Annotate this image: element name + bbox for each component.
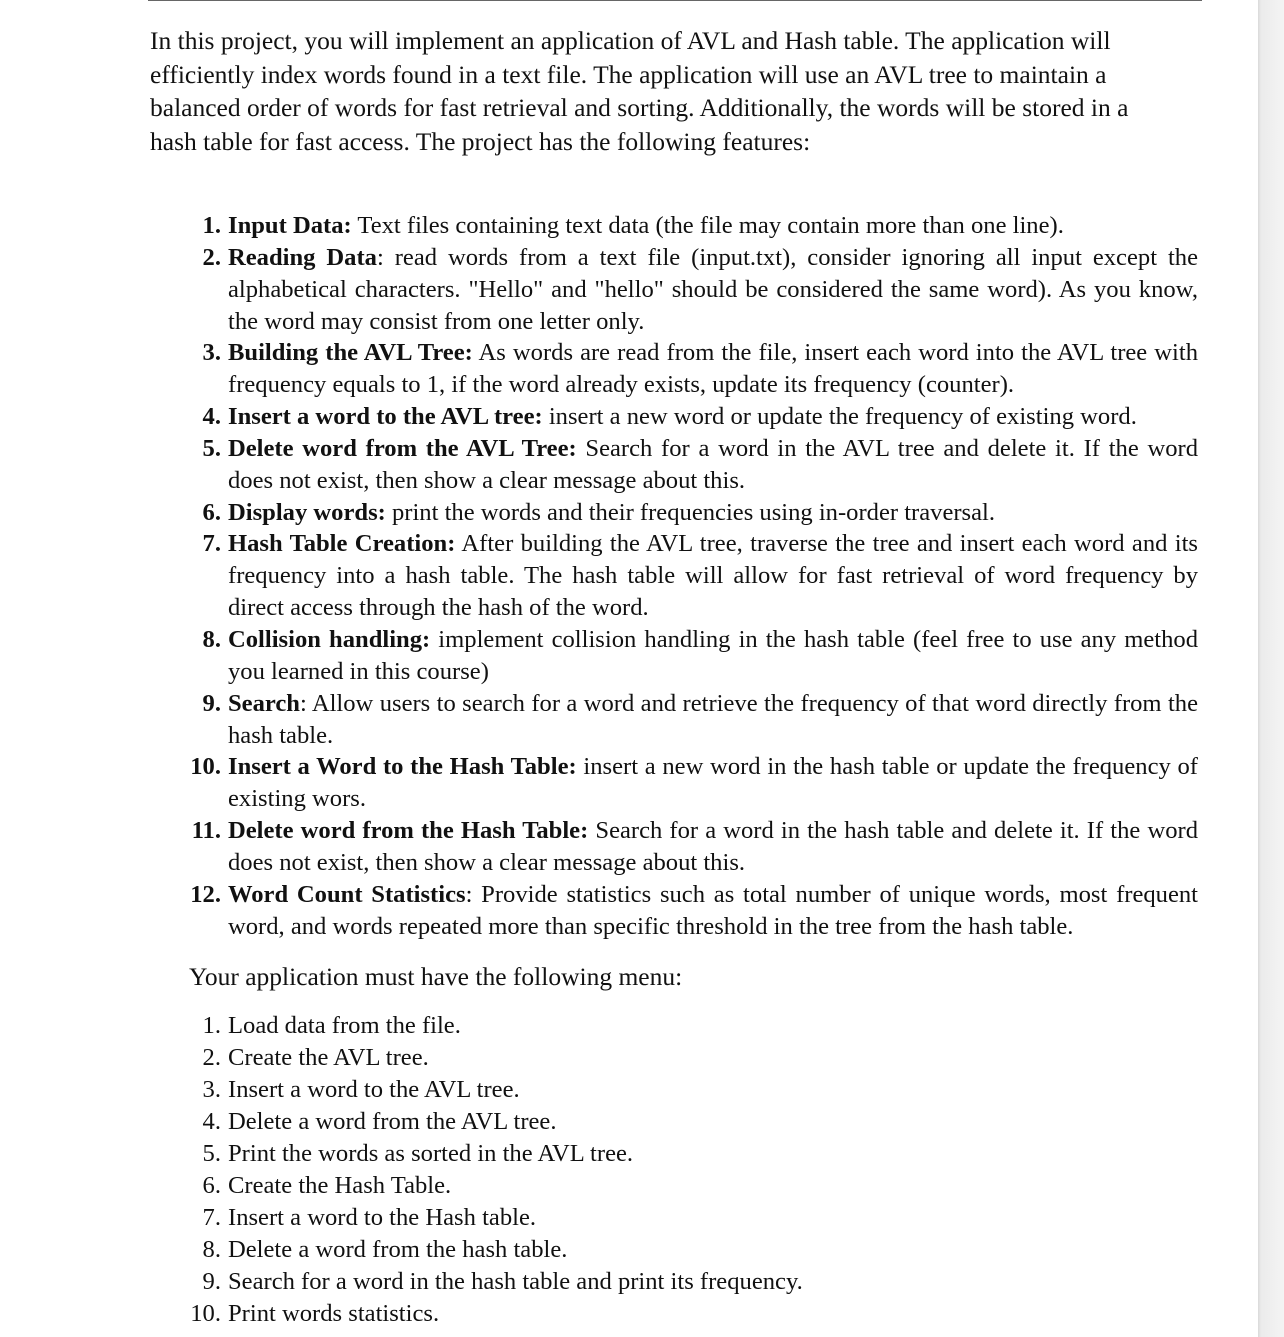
menu-number: 6. [202, 1172, 221, 1199]
menu-text: Create the Hash Table. [228, 1172, 452, 1199]
menu-number: 9. [202, 1268, 221, 1295]
feature-number: 11. [191, 817, 221, 845]
features-list [150, 210, 1198, 942]
menu-number: 3. [202, 1076, 221, 1103]
feature-title: Input Data: [228, 212, 352, 239]
feature-number: 4. [202, 403, 221, 431]
menu-number: 5. [202, 1140, 221, 1167]
feature-text: print the words and their frequencies using in-order traversal. [385, 498, 996, 526]
feature-text: insert a new word or update the frequency of existing word. [542, 403, 1137, 431]
menu-item [150, 1202, 1050, 1234]
feature-item [150, 624, 1198, 688]
top-rule [148, 0, 1202, 1]
feature-body [228, 497, 1198, 529]
feature-number: 8. [202, 625, 221, 653]
feature-item [150, 528, 1198, 624]
feature-body [228, 210, 1198, 242]
feature-number: 1. [202, 212, 221, 239]
menu-number: 4. [202, 1108, 221, 1135]
feature-body [228, 815, 1198, 879]
intro-paragraph: In this project, you will implement an application of AVL and Hash table. The application will efficiently index words found in a text file. The application will use an AVL tree to maintain a balanced order of words for fast retrieval and sorting. Additionally, the words will be stored in a hash table for fast access. The project has the following features: [150, 26, 1129, 157]
feature-title: Collision handling: [228, 625, 431, 653]
feature-item [150, 337, 1198, 401]
feature-item [150, 242, 1198, 338]
feature-number: 10. [190, 753, 221, 781]
menu-number: 7. [202, 1204, 221, 1231]
menu-text: Delete a word from the AVL tree. [228, 1108, 557, 1135]
feature-item [150, 815, 1198, 879]
feature-item [150, 210, 1198, 242]
feature-text: implement collision handling in the hash table (feel free to use any method you learned in this course) [228, 625, 1198, 685]
feature-item [150, 433, 1198, 497]
feature-text: After building the AVL tree, traverse the tree and insert each word and its frequency into a hash table. The hash table will allow for fast retrieval of word frequency by direct access through the hash of the word. [228, 530, 1198, 622]
feature-title: Delete word from the Hash Table: [228, 817, 589, 845]
feature-number: 2. [202, 243, 221, 271]
menu-text: Create the AVL tree. [228, 1044, 429, 1071]
feature-title: Reading Data [228, 243, 377, 271]
menu-text: Print words statistics. [228, 1300, 440, 1327]
feature-body [228, 688, 1198, 752]
menu-item [150, 1170, 1050, 1202]
feature-number: 9. [202, 689, 221, 717]
feature-body [228, 401, 1198, 433]
feature-number: 12. [190, 880, 221, 908]
feature-body [228, 751, 1198, 815]
menu-item [150, 1138, 1050, 1170]
page-edge-shadow [1258, 0, 1284, 1337]
feature-title: Insert a word to the AVL tree: [228, 403, 543, 431]
menu-item [150, 1106, 1050, 1138]
menu-item [150, 1042, 1050, 1074]
feature-body [228, 528, 1198, 624]
feature-title: Search [228, 689, 300, 717]
feature-title: Delete word from the AVL Tree: [228, 434, 577, 462]
feature-body [228, 433, 1198, 497]
feature-text: : Provide statistics such as total number of unique words, most frequent word, and words repeated more than specific threshold in the tree from the hash table. [228, 880, 1199, 940]
feature-number: 5. [202, 434, 221, 462]
feature-title: Word Count Statistics [228, 880, 466, 908]
menu-number: 2. [202, 1044, 221, 1071]
menu-item [150, 1298, 1050, 1330]
feature-text: Search for a word in the AVL tree and delete it. If the word does not exist, then show a clear message about this. [228, 434, 1199, 494]
menu-item [150, 1074, 1050, 1106]
menu-text: Load data from the file. [228, 1012, 461, 1039]
menu-number: 1. [202, 1012, 221, 1039]
feature-item [150, 401, 1198, 433]
feature-number: 3. [202, 339, 221, 367]
menu-list [150, 1010, 1050, 1330]
menu-text: Delete a word from the hash table. [228, 1236, 568, 1263]
feature-title: Hash Table Creation: [228, 530, 456, 558]
feature-title: Display words: [228, 498, 386, 526]
menu-item [150, 1234, 1050, 1266]
menu-text: Search for a word in the hash table and print its frequency. [228, 1268, 803, 1295]
feature-number: 6. [202, 498, 221, 526]
feature-item [150, 688, 1198, 752]
feature-text: insert a new word in the hash table or update the frequency of existing wors. [228, 753, 1198, 813]
menu-number: 10. [190, 1300, 221, 1327]
menu-text: Insert a word to the Hash table. [228, 1204, 537, 1231]
feature-text: Search for a word in the hash table and delete it. If the word does not exist, then show a clear message about this. [228, 817, 1198, 876]
feature-body [228, 337, 1198, 401]
feature-title: Building the AVL Tree: [228, 339, 473, 367]
feature-number: 7. [202, 530, 221, 558]
feature-item [150, 497, 1198, 529]
feature-item [150, 879, 1198, 943]
feature-body [228, 624, 1198, 688]
menu-item [150, 1010, 1050, 1042]
feature-body [228, 879, 1198, 943]
feature-item [150, 751, 1198, 815]
feature-text: : read words from a text file (input.txt), consider ignoring all input except the alphabetical characters. "Hello" and "hello" should be considered the same word). As you know, the word may consist from one letter only. [228, 243, 1199, 335]
menu-intro: Your application must have the following menu: [189, 962, 683, 991]
menu-number: 8. [202, 1236, 221, 1263]
feature-title: Insert a Word to the Hash Table: [228, 753, 577, 781]
feature-text: Text files containing text data (the file may contain more than one line). [351, 212, 1064, 239]
menu-text: Print the words as sorted in the AVL tree. [228, 1140, 634, 1167]
feature-text: : Allow users to search for a word and retrieve the frequency of that word directly from the hash table. [228, 689, 1198, 749]
menu-item [150, 1266, 1050, 1298]
menu-text: Insert a word to the AVL tree. [228, 1076, 520, 1103]
feature-body [228, 242, 1198, 338]
feature-text: As words are read from the file, insert each word into the AVL tree with frequency equals to 1, if the word already exists, update its frequency (counter). [228, 339, 1198, 399]
